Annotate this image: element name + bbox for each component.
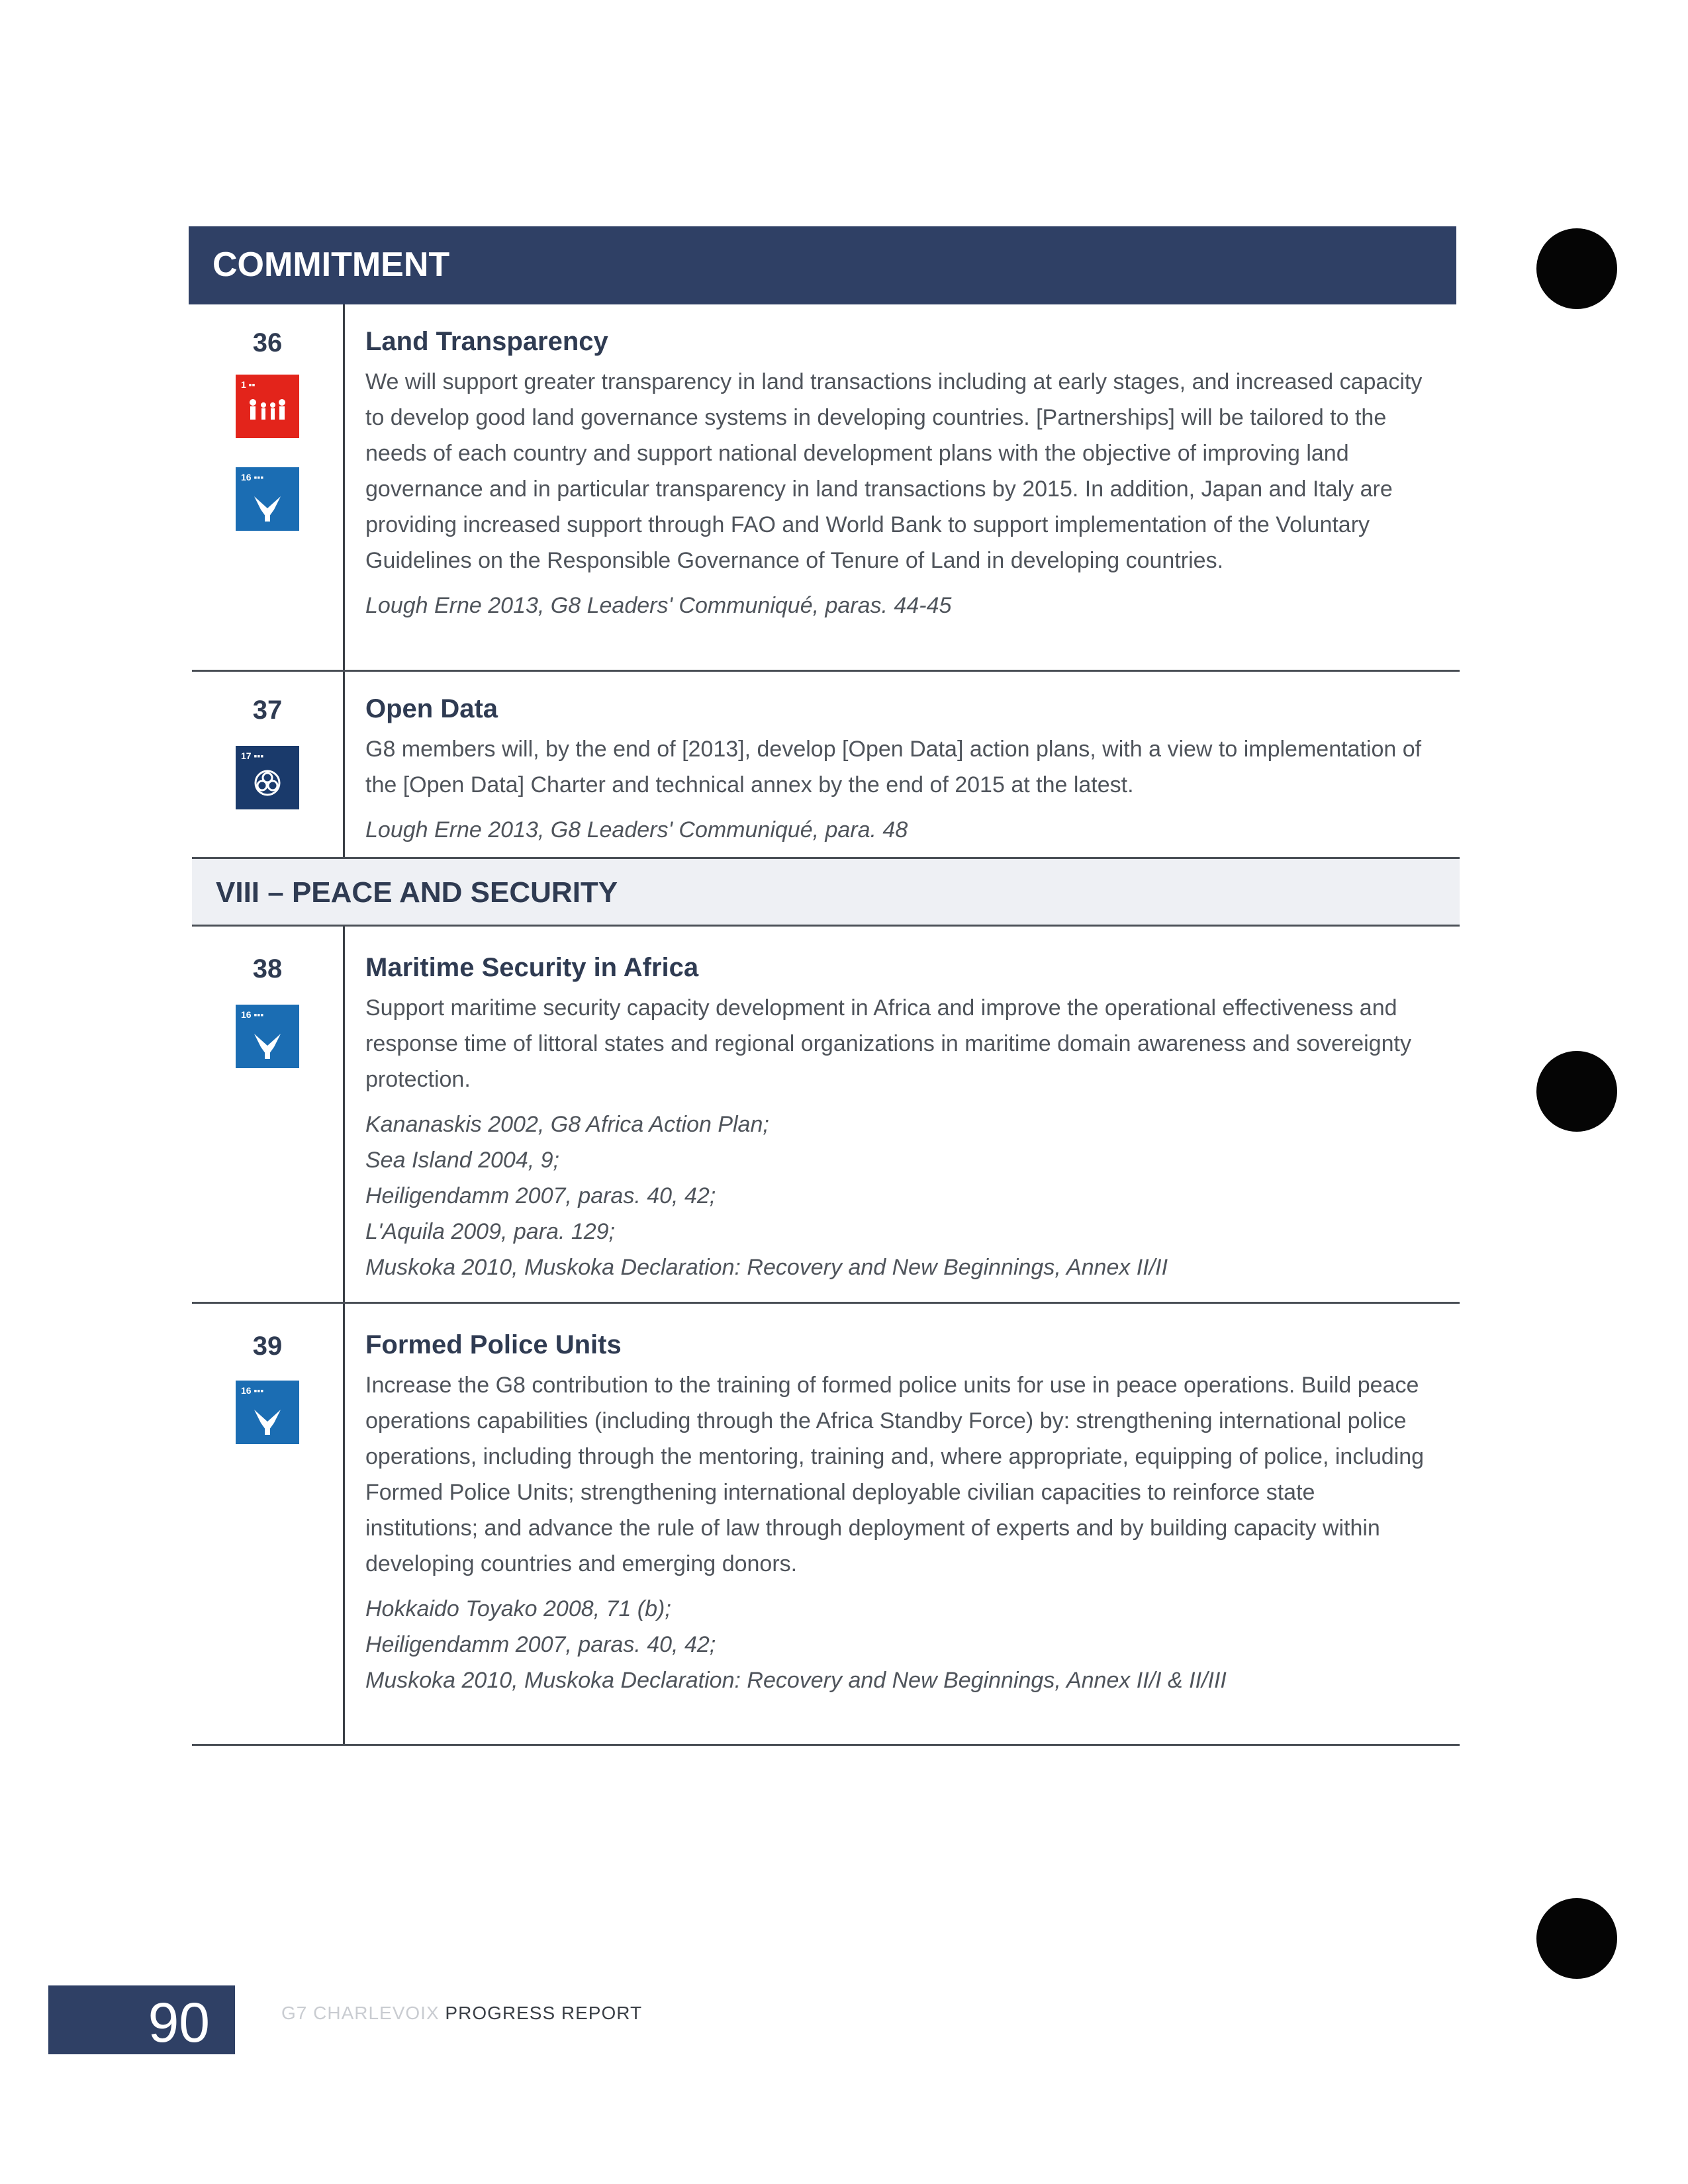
commitment-row xyxy=(192,304,1460,672)
citation-line: L'Aquila 2009, para. 129; xyxy=(365,1219,616,1244)
commitment-number: 36 xyxy=(252,328,283,357)
footer-faded-text: G7 CHARLEVOIX xyxy=(281,2003,440,2023)
commitment-citations xyxy=(365,1107,1433,1285)
commitment-body: We will support greater transparency in land transactions including at early stages, and increased capacity to develop good land governance systems in developing countries. [Partnerships] will be tailored to the needs of each country and support national development plans with the objective of improving land governance and in particular transparency in land transactions by 2015. In addition, Japan and Italy are providing increased support through FAO and World Bank to support implementation of the Voluntary Guidelines on the Responsible Governance of Tenure of Land in developing countries. xyxy=(365,369,1423,573)
commitment-citation xyxy=(365,588,1433,623)
sdg-16-peace-justice-icon: 16 ▪▪▪ xyxy=(236,1381,299,1444)
citation-line: Muskoka 2010, Muskoka Declaration: Recovery and New Beginnings, Annex II/I & II/III xyxy=(365,1668,1227,1693)
section-title: VIII – PEACE AND SECURITY xyxy=(216,876,618,909)
commitment-header xyxy=(189,226,1456,304)
commitment-row xyxy=(192,1304,1460,1746)
commitment-content xyxy=(365,1329,1433,1698)
commitment-citation xyxy=(365,812,1433,848)
citation-line: Hokkaido Toyako 2008, 71 (b); xyxy=(365,1596,671,1621)
citation-line: Kananaskis 2002, G8 Africa Action Plan; xyxy=(365,1112,769,1137)
commitment-body: G8 members will, by the end of [2013], develop [Open Data] action plans, with a view to implementation of the [Open Data] Charter and technical annex by the end of 2015 at the latest. xyxy=(365,737,1422,797)
column-divider xyxy=(343,672,345,859)
commitment-title: Formed Police Units xyxy=(365,1330,622,1359)
column-divider xyxy=(343,1304,345,1746)
sdg-16-peace-justice-icon: 16 ▪▪▪ xyxy=(236,1005,299,1068)
citation-line: Sea Island 2004, 9; xyxy=(365,1148,560,1173)
commitment-title: Maritime Security in Africa xyxy=(365,953,699,982)
sdg-16-peace-justice-icon: 16 ▪▪▪ xyxy=(236,467,299,531)
commitment-title: Open Data xyxy=(365,694,498,723)
footer-report-label: PROGRESS REPORT xyxy=(445,2003,643,2023)
commitment-number: 37 xyxy=(252,696,283,725)
commitment-row xyxy=(192,927,1460,1304)
binder-hole-bottom xyxy=(1536,1898,1617,1979)
commitment-citations xyxy=(365,1591,1433,1698)
sdg-17-partnerships-icon: 17 ▪▪▪ xyxy=(236,746,299,809)
footer-report-title xyxy=(281,2003,642,2024)
page-number: 90 xyxy=(148,1991,210,2054)
binder-hole-top xyxy=(1536,228,1617,309)
column-divider xyxy=(343,927,345,1304)
commitment-row xyxy=(192,672,1460,859)
page-number-box xyxy=(48,1985,235,2054)
commitment-content xyxy=(365,952,1433,1285)
section-header xyxy=(192,859,1460,927)
citation-line: Heiligendamm 2007, paras. 40, 42; xyxy=(365,1632,716,1657)
citation-line: Muskoka 2010, Muskoka Declaration: Recovery and New Beginnings, Annex II/II xyxy=(365,1255,1168,1280)
citation-line: Lough Erne 2013, G8 Leaders' Communiqué, para. 48 xyxy=(365,817,908,842)
citation-line: Lough Erne 2013, G8 Leaders' Communiqué, paras. 44-45 xyxy=(365,593,952,618)
commitment-body: Increase the G8 contribution to the training of formed police units for use in peace operations. Build peace operations capabilities (including through the Africa Standby Force) by: strengthening international police operations, including through the mentoring, training and, where appropriate, equipping of police, including Formed Police Units; strengthening international deployable civilian capacities to reinforce state institutions; and advance the rule of law through deployment of experts and by building capacity within developing countries and emerging donors. xyxy=(365,1373,1425,1576)
binder-hole-middle xyxy=(1536,1051,1617,1132)
commitment-title: Land Transparency xyxy=(365,327,608,356)
commitment-body: Support maritime security capacity development in Africa and improve the operational effectiveness and response time of littoral states and regional organizations in maritime domain awareness and sovereignty protection. xyxy=(365,995,1411,1092)
commitment-number: 39 xyxy=(252,1332,283,1361)
commitment-content xyxy=(365,326,1433,623)
commitment-content xyxy=(365,693,1433,848)
column-divider xyxy=(343,304,345,672)
row-divider xyxy=(192,1744,1460,1746)
commitment-number: 38 xyxy=(252,954,283,983)
sdg-1-no-poverty-icon: 1 ▪▪ xyxy=(236,375,299,438)
header-title: COMMITMENT xyxy=(212,246,450,284)
citation-line: Heiligendamm 2007, paras. 40, 42; xyxy=(365,1183,716,1208)
